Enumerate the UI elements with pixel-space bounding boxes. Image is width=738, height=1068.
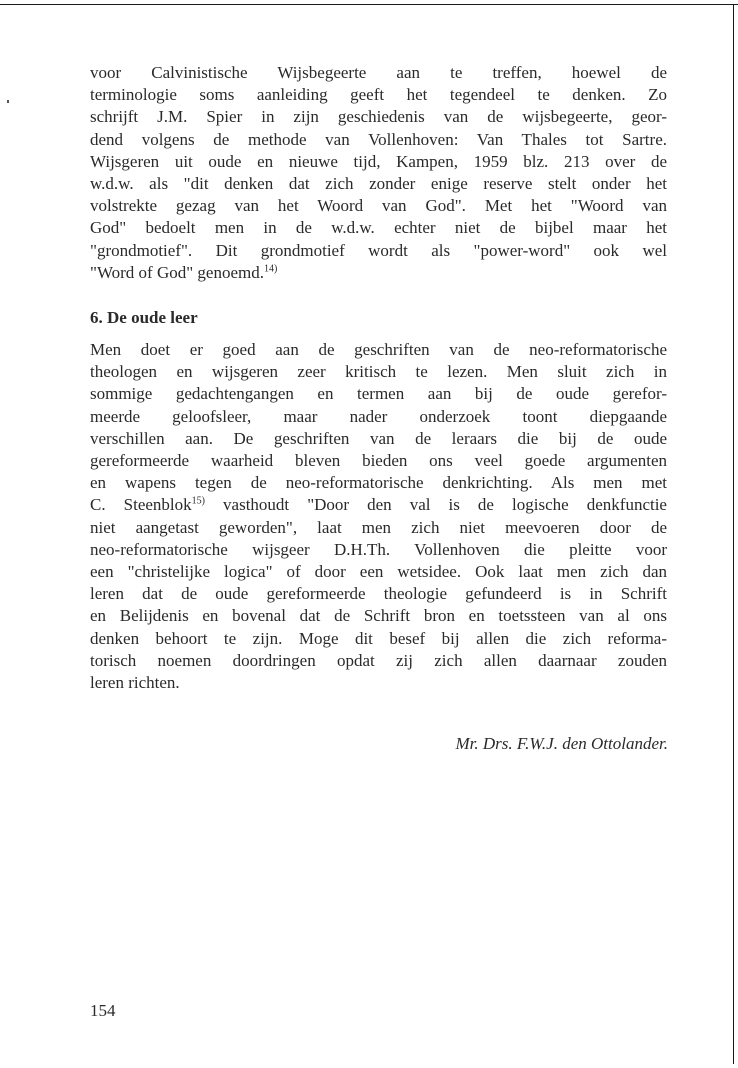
text-line bbox=[90, 494, 667, 516]
footnote-reference: 15) bbox=[191, 495, 205, 507]
text-line: niet aangetast geworden", laat men zich niet meevoeren door de bbox=[90, 517, 667, 537]
text-line: voor Calvinistische Wijsbegeerte aan te treffen, hoewel de bbox=[90, 63, 667, 82]
text-line: neo-reformatorische wijsgeer D.H.Th. Vollenhoven die pleitte voor bbox=[90, 539, 667, 559]
text-line: "grondmotief". Dit grondmotief wordt als "power-word" ook wel bbox=[90, 240, 667, 260]
text-line: en wapens tegen de neo-reformatorische denkrichting. Als men met bbox=[90, 473, 667, 493]
section-heading: 6. De oude leer bbox=[90, 308, 198, 328]
paragraph-2 bbox=[90, 339, 667, 694]
text-line bbox=[90, 262, 667, 284]
text-line: Wijsgeren uit oude en nieuwe tijd, Kampen, 1959 blz. 213 over de bbox=[90, 151, 667, 171]
text-line: sommige gedachtengangen en termen aan bij de oude gerefor- bbox=[90, 384, 667, 404]
author-citation: C. Steenblok bbox=[90, 495, 192, 515]
text-line: leren dat de oude gereformeerde theologie gefundeerd is in Schrift bbox=[90, 584, 667, 604]
text-line: leren richten. bbox=[90, 673, 180, 693]
text-line: w.d.w. als "dit denken dat zich zonder enige reserve stelt onder het bbox=[90, 174, 667, 194]
text-line: torisch noemen doordringen opdat zij zich allen daarnaar zouden bbox=[90, 650, 667, 670]
footnote-reference: 14) bbox=[263, 263, 278, 275]
text-line: schrijft J.M. Spier in zijn geschiedenis van de wijsbegeerte, geor- bbox=[90, 107, 667, 127]
text-line: Men doet er goed aan de geschriften van de neo-reformatorische bbox=[90, 340, 667, 360]
text-line: theologen en wijsgeren zeer kritisch te lezen. Men sluit zich in bbox=[90, 362, 667, 382]
text-line-content: "Word of God" genoemd. bbox=[90, 262, 264, 282]
author-signature: Mr. Drs. F.W.J. den Ottolander. bbox=[455, 734, 668, 753]
text-line: en Belijdenis en bovenal dat de Schrift bron en toetssteen van al ons bbox=[90, 606, 667, 626]
text-line: verschillen aan. De geschriften van de leraars die bij de oude bbox=[90, 428, 667, 448]
text-line-content: vasthoudt "Door den val is de logische denkfunctie bbox=[204, 495, 667, 515]
text-line: volstrekte gezag van het Woord van God". Met het "Woord van bbox=[90, 196, 667, 216]
paragraph-1 bbox=[90, 62, 667, 284]
text-line: meerde geloofsleer, maar nader onderzoek toont diepgaande bbox=[90, 406, 667, 426]
top-border-rule bbox=[0, 4, 738, 5]
text-line: terminologie soms aanleiding geeft het tegendeel te denken. Zo bbox=[90, 85, 667, 105]
text-line: gereformeerde waarheid bleven bieden ons veel goede argumenten bbox=[90, 451, 667, 471]
scan-speck bbox=[7, 100, 9, 103]
text-line: denken behoort te zijn. Moge dit besef bij allen die zich reforma- bbox=[90, 628, 667, 648]
text-line: een "christelijke logica" of door een wetsidee. Ook laat men zich dan bbox=[90, 562, 667, 582]
text-line: God" bedoelt men in de w.d.w. echter niet de bijbel maar het bbox=[90, 218, 667, 238]
right-border-rule bbox=[733, 4, 734, 1064]
text-line: dend volgens de methode van Vollenhoven: Van Thales tot Sartre. bbox=[90, 129, 667, 149]
page-body bbox=[90, 62, 667, 694]
page-number: 154 bbox=[90, 1001, 116, 1020]
